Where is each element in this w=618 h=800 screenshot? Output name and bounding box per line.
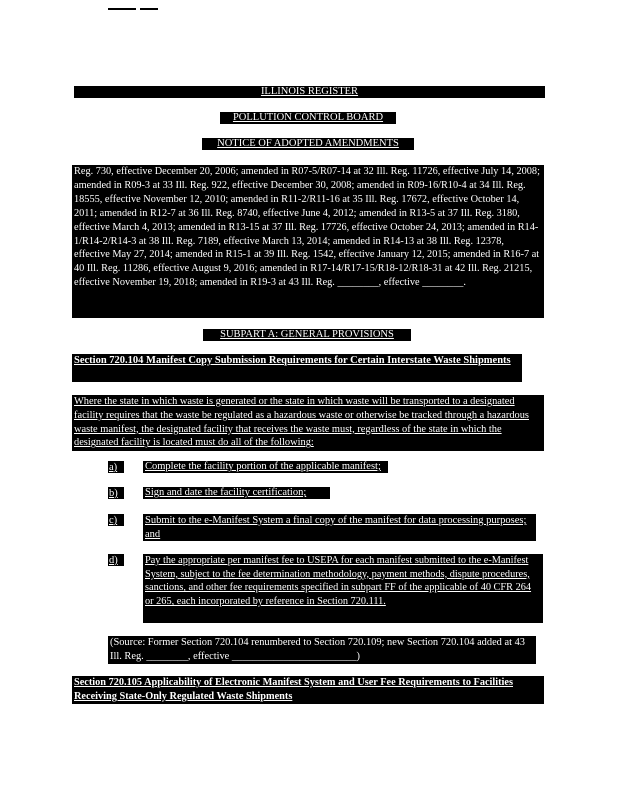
item-b-label: b) — [108, 487, 124, 499]
section-104-heading: Section 720.104 Manifest Copy Submission Requirements for Certain Interstate Waste Shipments — [72, 354, 522, 382]
item-d-text: Pay the appropriate per manifest fee to USEPA for each manifest submitted to the e-Manifest System, subject to the fee determination methodology, payment methods, dispute procedures, sanctions, and other fee requirements specified in subpart FF of the applicable of 40 CFR 264 or 265, each incorporated by reference in Section 720.111. — [143, 554, 543, 623]
scan-mark — [140, 8, 158, 10]
subpart-heading: SUBPART A: GENERAL PROVISIONS — [203, 329, 411, 341]
item-a-text: Complete the facility portion of the applicable manifest; — [143, 461, 388, 473]
item-b-text: Sign and date the facility certification; — [143, 487, 330, 499]
item-c-text: Submit to the e-Manifest System a final copy of the manifest for data processing purposes; and — [143, 514, 536, 541]
item-c-label: c) — [108, 514, 124, 526]
source-note: (Source: Former Section 720.104 renumbered to Section 720.109; new Section 720.104 added at 43 Ill. Reg. ________, effective ________________________) — [108, 636, 536, 664]
section-105-heading: Section 720.105 Applicability of Electronic Manifest System and User Fee Requirements to Facilities Receiving State-Only Regulated Waste Shipments — [72, 676, 544, 704]
item-d-label: d) — [108, 554, 124, 566]
history-paragraph: Reg. 730, effective December 20, 2006; amended in R07-5/R07-14 at 32 Ill. Reg. 11726, effective July 14, 2008; amended in R09-3 at 33 Ill. Reg. 922, effective December 30, 2008; amended in R09-16/R10-4 at 34 Ill. Reg. 18555, effective November 12, 2010; amended in R11-2/R11-16 at 35 Ill. Reg. 17672, effective October 14, 2011; amended in R12-7 at 36 Ill. Reg. 8740, effective June 4, 2012; amended in R13-5 at 37 Ill. Reg. 3180, effective March 4, 2013; amended in R13-15 at 37 Ill. Reg. 17726, effective October 24, 2013; amended in R14-1/R14-2/R14-3 at 38 Ill. Reg. 7189, effective March 13, 2014; amended in R14-13 at 38 Ill. Reg. 12378, effective May 27, 2014; amended in R15-1 at 39 Ill. Reg. 1542, effective January 12, 2015; amended in R16-7 at 40 Ill. Reg. 11286, effective August 9, 2016; amended in R17-14/R17-15/R18-12/R18-31 at 42 Ill. Reg. 21215, effective November 19, 2018; amended in R19-3 at 43 Ill. Reg. ________, effective ________. — [72, 165, 544, 318]
board-name: POLLUTION CONTROL BOARD — [220, 112, 396, 124]
scan-mark — [108, 8, 136, 10]
register-title: ILLINOIS REGISTER — [260, 86, 359, 97]
section-104-intro: Where the state in which waste is generated or the state in which waste will be transported to a designated facility requires that the waste be regulated as a hazardous waste or otherwise be tracked through a hazardous waste manifest, the designated facility that receives the waste must, regardless of the state in which the designated facility is located must do all of the following: — [72, 395, 544, 451]
item-a-label: a) — [108, 461, 124, 473]
register-header — [74, 86, 545, 98]
notice-title: NOTICE OF ADOPTED AMENDMENTS — [202, 138, 414, 150]
